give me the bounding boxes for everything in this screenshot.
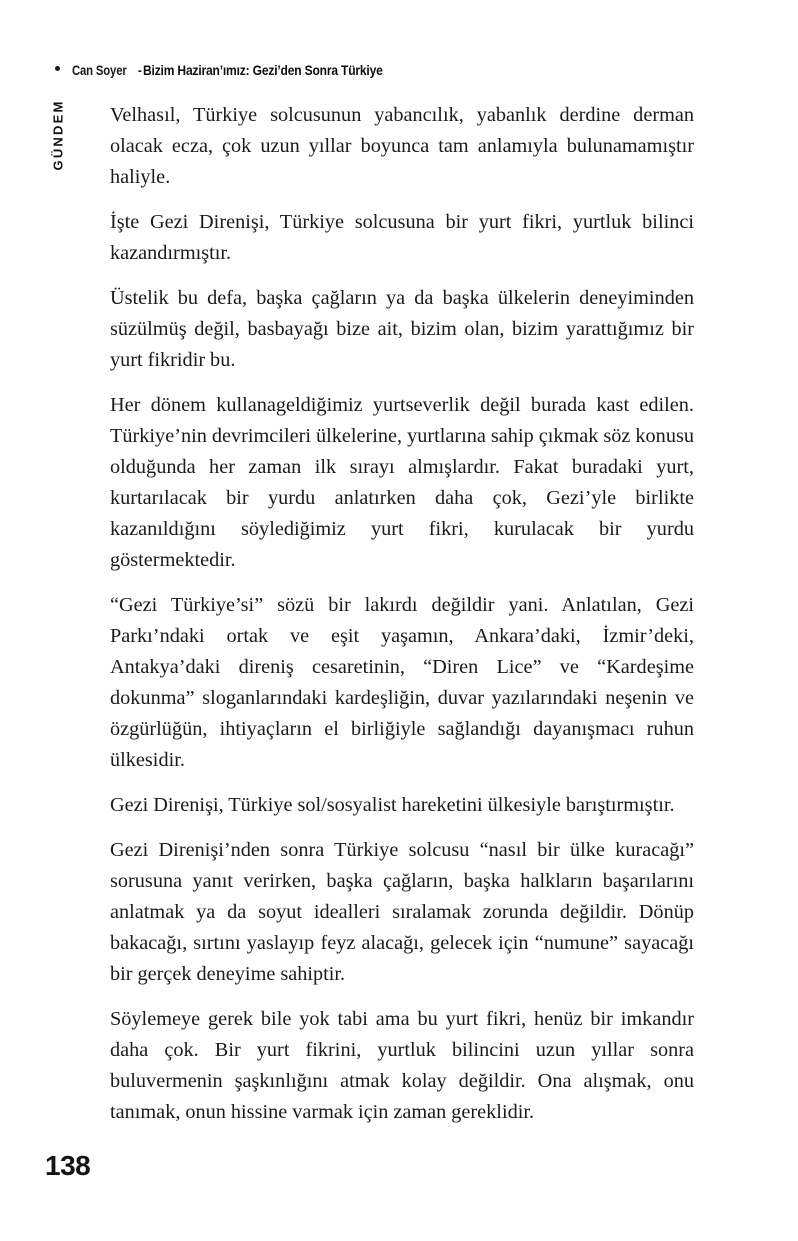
paragraph: Gezi Direnişi, Türkiye sol/sosyalist hareketini ülkesiyle barıştırmıştır. [110, 794, 675, 816]
running-head [55, 62, 422, 78]
running-head-author: Can Soyer [72, 63, 127, 78]
paragraph: Her dönem kullanageldiğimiz yurtseverlik değil burada kast edilen. Türkiye’nin devrimcileri ülkelerine, yurtlarına sahip çıkmak söz konusu olduğunda her zaman ilk sırayı almışlardır. Fakat buradaki yurt, kurtarılacak bir yurdu anlatırken daha çok, Gezi’yle birlikte kazanıldığını söylediğimiz yurt fikri, kurulacak bir yurdu göstermektedir. [110, 394, 694, 571]
running-head-title: Bizim Haziran’ımız: Gezi’den Sonra Türkiye [143, 62, 384, 78]
page-number: 138 [45, 1150, 91, 1181]
paragraph: İşte Gezi Direnişi, Türkiye solcusuna bir yurt fikri, yurtluk bilinci kazandırmıştır. [110, 211, 694, 264]
paragraph: Üstelik bu defa, başka çağların ya da başka ülkelerin deneyiminden süzülmüş değil, basbayağı bize ait, bizim olan, bizim yarattığımız bir yurt fikridir bu. [110, 287, 694, 371]
paragraph: Söylemeye gerek bile yok tabi ama bu yurt fikri, henüz bir imkandır daha çok. Bir yurt fikrini, yurtluk bilincini uzun yıllar sonra buluvermenin şaşkınlığını atmak kolay değildir. Ona alışmak, onu tanımak, onun hissine varmak için zaman gereklidir. [110, 1008, 694, 1123]
section-tab-label: GÜNDEM [50, 99, 66, 171]
body-text-column [110, 100, 694, 1128]
paragraph: Velhasıl, Türkiye solcusunun yabancılık, yabanlık derdine derman olacak ecza, çok uzun yıllar boyunca tam anlamıyla bulunamamıştır haliyle. [110, 104, 694, 188]
bullet-icon [55, 66, 60, 71]
paragraph: Gezi Direnişi’nden sonra Türkiye solcusu “nasıl bir ülke kuracağı” sorusuna yanıt verirken, başka çağların, başka halkların başarılarını anlatmak ya da soyut idealleri sıralamak zorunda değildir. Dönüp bakacağı, sırtını yaslayıp feyz alacağı, gelecek için “numune” sayacağı bir gerçek deneyime sahiptir. [110, 839, 694, 985]
running-head-separator: - [137, 63, 142, 78]
paragraph: “Gezi Türkiye’si” sözü bir lakırdı değildir yani. Anlatılan, Gezi Parkı’ndaki ortak ve eşit yaşamın, Ankara’daki, İzmir’deki, Antakya’daki direniş cesaretinin, “Diren Lice” ve “Kardeşime dokunma” sloganlarındaki kardeşliğin, duvar yazılarındaki neşenin ve özgürlüğün, ihtiyaçların el birliğiyle sağlandığı dayanışmacı ruhun ülkesidir. [110, 594, 694, 771]
